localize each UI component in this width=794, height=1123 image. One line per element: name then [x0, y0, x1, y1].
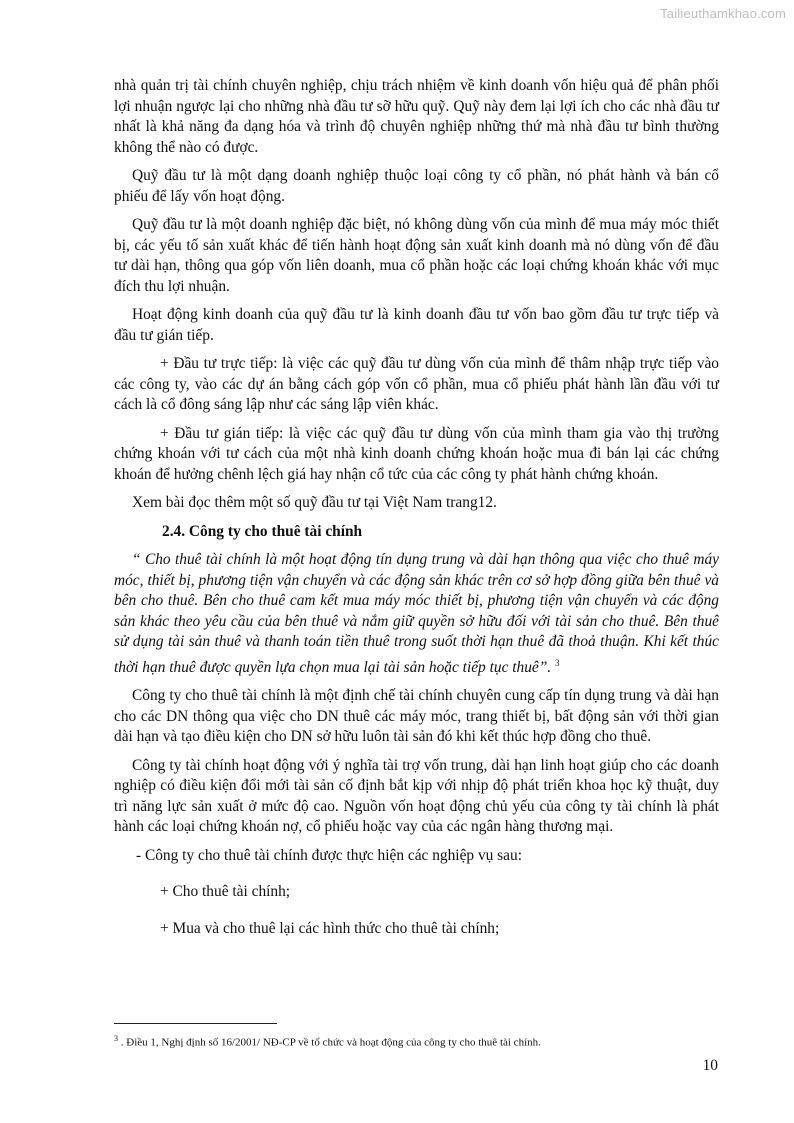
- footnote-divider: [114, 1023, 277, 1024]
- paragraph-fund-special: Quỹ đầu tư là một doanh nghiệp đặc biệt, nó không dùng vốn của mình để mua máy móc thiết bị, các yếu tố sản xuất khác để tiến hành hoạt động sản xuất kinh doanh mà nó dùng vốn để đầu tư dài hạn, thông qua góp vốn liên doanh, mua cổ phần hoặc các loại chứng khoán khác với mục đích thu lợi nhuận.: [114, 216, 719, 295]
- watermark: Tailieuthamkhao.com: [660, 6, 786, 21]
- quote-text: “ Cho thuê tài chính là một hoạt động tín dụng trung và dài hạn thông qua việc cho thuê máy móc, thiết bị, phương tiện vận chuyển và các động sản khác trên cơ sở hợp đồng giữa bên thuê và bên cho thuê. Bên cho thuê cam kết mua máy móc thiết bị, phương tiện vận chuyển và các động sản khác theo yêu cầu của bên thuê và nắm giữ quyền sở hữu đối với tài sản cho thuê. Bên thuê sử dụng tài sản thuê và thanh toán tiền thuê trong suốt thời hạn thuê đã thoả thuận. Khi kết thúc thời hạn thuê được quyền lựa chọn mua lại tài sản hoặc tiếp tục thuê”.: [114, 551, 719, 676]
- list-item: + Cho thuê tài chính;: [160, 883, 291, 901]
- footnote-marker: 3: [114, 1034, 118, 1043]
- list-item: + Mua và cho thuê lại các hình thức cho thuê tài chính;: [160, 919, 500, 937]
- paragraph-fund-activity: Hoạt động kinh doanh của quỹ đầu tư là kinh doanh đầu tư vốn bao gồm đầu tư trực tiếp và đầu tư gián tiếp.: [114, 306, 719, 344]
- paragraph-see-also: Xem bài đọc thêm một số quỹ đầu tư tại Việt Nam trang12.: [132, 494, 497, 511]
- paragraph-leasing-company: Công ty cho thuê tài chính là một định chế tài chính chuyên cung cấp tín dụng trung và dài hạn cho các DN thông qua việc cho DN thuê các máy móc, trang thiết bị, bất động sản với thời gian dài hạn và tạo điều kiện cho DN sở hữu luôn tài sản đó khi kết thúc hợp đồng cho thuê.: [114, 687, 719, 746]
- page-number: 10: [702, 1057, 718, 1074]
- paragraph-fund-definition: Quỹ đầu tư là một dạng doanh nghiệp thuộc loại công ty cổ phần, nó phát hành và bán cổ phiếu để lấy vốn hoạt động.: [114, 167, 719, 205]
- quote-definition: [114, 550, 719, 678]
- list-intro: - Công ty cho thuê tài chính được thực hiện các nghiệp vụ sau:: [136, 846, 522, 864]
- footnote-text: . Điều 1, Nghị định số 16/2001/ NĐ-CP về tổ chức và hoạt động của công ty cho thuê tài chính.: [118, 1036, 541, 1049]
- footnote: [114, 1032, 719, 1050]
- paragraph-indirect-investment: + Đầu tư gián tiếp: là việc các quỹ đầu tư dùng vốn của mình tham gia vào thị trường chứng khoán với tư cách của một nhà kinh doanh chứng khoán hoặc mua đi bán lại các chứng khoán để hưởng chênh lệch giá hay nhận cổ tức của các công ty phát hành chứng khoán.: [114, 424, 719, 483]
- paragraph-direct-investment: + Đầu tư trực tiếp: là việc các quỹ đầu tư dùng vốn của mình để thâm nhập trực tiếp vào các công ty, vào các dự án bằng cách góp vốn cổ phần, mua cổ phiếu phát hành lần đầu với tư cách là cổ đông sáng lập như các sáng lập viên khác.: [114, 355, 719, 413]
- paragraph-intro: nhà quản trị tài chính chuyên nghiệp, chịu trách nhiệm về kinh doanh vốn hiệu quả để phân phối lợi nhuận ngược lại cho những nhà đầu tư sỡ hữu quỹ. Quỹ này đem lại lợi ích cho các nhà đầu tư nhất là khả năng đa dạng hóa và trình độ chuyên nghiệp những thứ mà nhà đầu tư bình thường không thể nào có được.: [114, 77, 719, 156]
- document-body: [114, 76, 719, 955]
- footnote-reference[interactable]: 3: [555, 657, 560, 668]
- section-heading: 2.4. Công ty cho thuê tài chính: [162, 522, 363, 540]
- paragraph-finance-company: Công ty tài chính hoạt động với ý nghĩa tài trợ vốn trung, dài hạn linh hoạt giúp cho các doanh nghiệp có điều kiện đổi mới tài sản cố định bắt kịp với nhịp độ phát triển khoa học kỹ thuật, duy trì năng lực sản xuất ở mức độ cao. Nguồn vốn hoạt động chủ yếu của công ty tài chính là phát hành các loại chứng khoán nợ, cổ phiếu hoặc vay của các ngân hàng thương mại.: [114, 756, 719, 836]
